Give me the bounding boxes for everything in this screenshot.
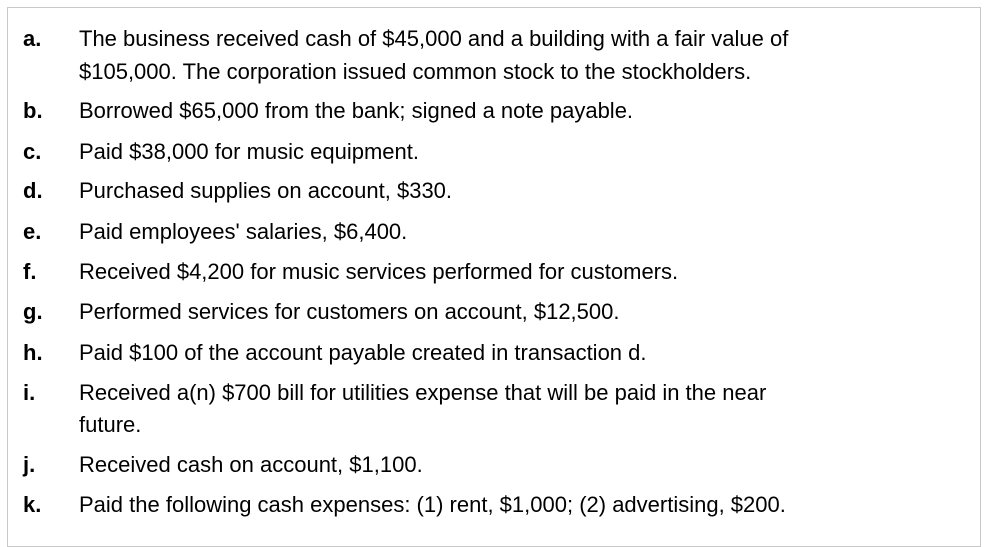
transaction-text-line: Paid $100 of the account payable created in transaction d. xyxy=(79,340,647,365)
transaction-letter: d. xyxy=(23,178,43,203)
transaction-letter: a. xyxy=(23,26,42,51)
transaction-letter: c. xyxy=(23,139,42,164)
transaction-letter: b. xyxy=(23,98,43,123)
transaction-text-line: The business received cash of $45,000 and a building with a fair value of xyxy=(79,26,789,51)
transaction-text-line: Paid employees' salaries, $6,400. xyxy=(79,219,408,244)
transaction-text-line: Received a(n) $700 bill for utilities expense that will be paid in the near xyxy=(79,380,767,405)
transaction-letter: j. xyxy=(23,452,36,477)
transaction-text-line: Purchased supplies on account, $330. xyxy=(79,178,453,203)
transaction-letter: g. xyxy=(23,299,43,324)
transaction-letter: h. xyxy=(23,340,43,365)
transaction-letter: k. xyxy=(23,492,42,517)
transaction-letter: e. xyxy=(23,219,42,244)
transaction-letter: f. xyxy=(23,259,37,284)
transaction-text-line: Performed services for customers on account, $12,500. xyxy=(79,299,620,324)
transaction-letter: i. xyxy=(23,380,36,405)
transaction-text-line: Paid $38,000 for music equipment. xyxy=(79,139,419,164)
transaction-text-line: Received $4,200 for music services performed for customers. xyxy=(79,259,679,284)
transaction-text-line: Borrowed $65,000 from the bank; signed a note payable. xyxy=(79,98,634,123)
transaction-text-line: future. xyxy=(79,412,142,437)
transaction-text-line: Received cash on account, $1,100. xyxy=(79,452,423,477)
transaction-text-line: $105,000. The corporation issued common stock to the stockholders. xyxy=(79,59,752,84)
transaction-text-line: Paid the following cash expenses: (1) rent, $1,000; (2) advertising, $200. xyxy=(79,492,786,517)
